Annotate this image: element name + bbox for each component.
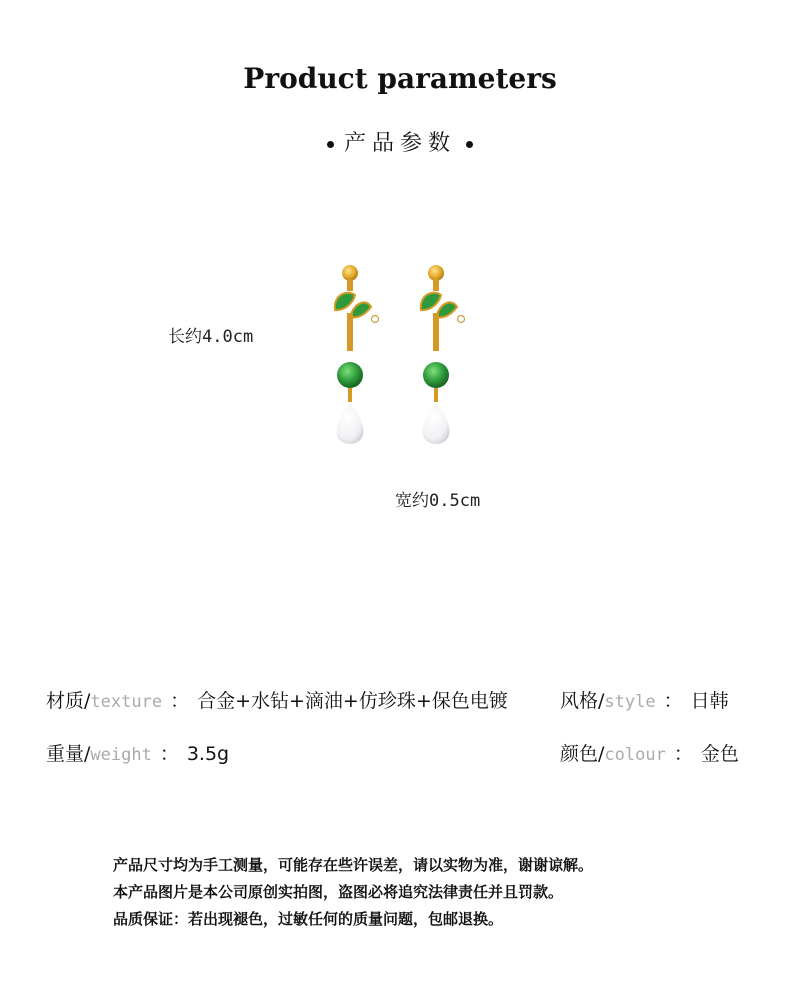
param-colour [560,739,739,766]
width-label: 宽约0.5cm [395,491,481,511]
param-colon: ： [663,690,683,712]
param-colon: ： [170,690,190,712]
param-value: 金色 [700,743,739,765]
length-label: 长约4.0cm [168,327,254,347]
notes-block [113,852,593,933]
page-title: Product parameters [243,62,557,95]
note-line: 本产品图片是本公司原创实拍图，盗图必将追究法律责任并且罚款。 [113,883,564,901]
param-colon: ： [159,743,179,765]
param-label: 重量/ [46,743,91,765]
earrings-image [315,255,475,455]
bullet-icon [466,141,473,148]
param-label-en: weight [90,745,152,765]
param-value: 合金+水钻+滴油+仿珍珠+保色电镀 [197,690,508,712]
note-line: 产品尺寸均为手工测量，可能存在些许误差，请以实物为准，谢谢谅解。 [113,856,594,874]
param-label: 材质/ [46,690,91,712]
param-label-en: texture [90,692,163,712]
note-line: 品质保证：若出现褪色，过敏任何的质量问题，包邮退换。 [113,910,504,928]
right-earring [421,265,465,444]
param-value: 3.5g [186,743,230,765]
subtitle-text: 产品参数 [343,131,456,156]
param-value: 日韩 [690,690,729,712]
param-colon: ： [673,743,693,765]
param-label: 颜色/ [560,743,605,765]
page-subtitle [0,126,800,157]
param-label-en: style [604,692,656,712]
param-label-en: colour [604,745,666,765]
param-weight [46,739,229,766]
param-style [560,686,729,713]
param-texture [46,686,508,713]
bullet-icon [327,141,334,148]
param-label: 风格/ [560,690,605,712]
left-earring [335,265,379,444]
